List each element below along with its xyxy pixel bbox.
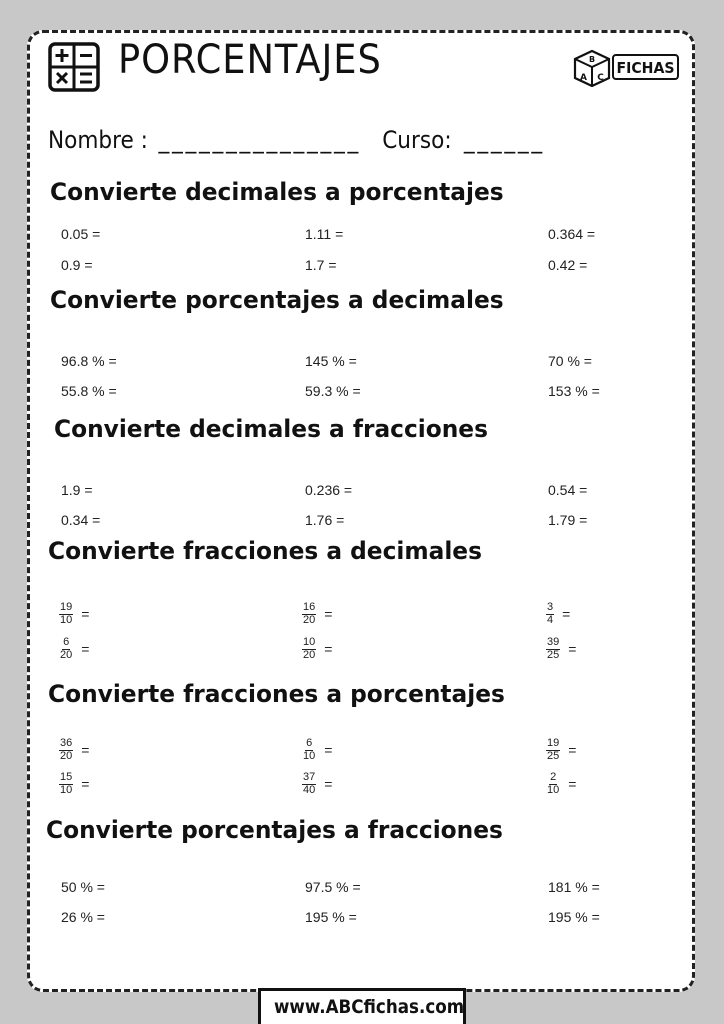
- fraction-exercise: [546, 602, 570, 626]
- exercise-item: 0.9 =: [61, 257, 93, 273]
- denominator: 20: [303, 648, 316, 661]
- numerator: 6: [63, 636, 70, 648]
- exercise-item: 0.05 =: [61, 226, 101, 242]
- exercise-item: 1.7 =: [305, 257, 337, 273]
- fraction-exercise: [59, 602, 89, 626]
- section-title: Convierte porcentajes a decimales: [50, 286, 504, 314]
- equals-sign: =: [324, 742, 333, 759]
- fraction: [302, 772, 316, 796]
- fraction: [302, 602, 316, 626]
- exercise-item: 0.34 =: [61, 512, 101, 528]
- denominator: 4: [547, 613, 554, 626]
- page-title: PORCENTAJES: [118, 37, 382, 83]
- exercise-item: 26 % =: [61, 909, 105, 925]
- exercise-item: 195 % =: [305, 909, 357, 925]
- section-title: Convierte decimales a porcentajes: [50, 178, 504, 206]
- numerator: 15: [60, 771, 73, 783]
- denominator: 25: [547, 749, 560, 762]
- denominator: 10: [303, 749, 316, 762]
- denominator: 10: [60, 613, 73, 626]
- logo-text: FICHAS: [616, 59, 675, 77]
- abcfichas-logo: [571, 45, 681, 87]
- equals-sign: =: [324, 641, 333, 658]
- section-title: Convierte porcentajes a fracciones: [46, 816, 503, 844]
- fraction-exercise: [59, 738, 89, 762]
- fraction-exercise: [302, 602, 332, 626]
- fraction: [546, 772, 560, 796]
- cube-letter: B: [588, 55, 596, 64]
- fraction-exercise: [546, 738, 576, 762]
- fraction: [546, 738, 560, 762]
- section-title: Convierte decimales a fracciones: [54, 415, 488, 443]
- exercise-item: 0.42 =: [548, 257, 588, 273]
- numerator: 37: [303, 771, 316, 783]
- denominator: 10: [60, 783, 73, 796]
- numerator: 3: [547, 601, 554, 613]
- exercise-item: 1.79 =: [548, 512, 588, 528]
- fraction: [59, 772, 73, 796]
- equals-sign: =: [568, 742, 577, 759]
- equals-sign: =: [562, 606, 571, 623]
- exercise-item: 50 % =: [61, 879, 105, 895]
- exercise-item: 181 % =: [548, 879, 600, 895]
- fraction: [302, 637, 316, 661]
- exercise-item: 195 % =: [548, 909, 600, 925]
- exercise-item: 1.9 =: [61, 482, 93, 498]
- fraction-exercise: [302, 738, 332, 762]
- section-title: Convierte fracciones a porcentajes: [48, 680, 505, 708]
- denominator: 40: [303, 783, 316, 796]
- course-label: Curso:: [382, 126, 452, 154]
- exercise-item: 0.54 =: [548, 482, 588, 498]
- numerator: 16: [303, 601, 316, 613]
- equals-sign: =: [81, 776, 90, 793]
- numerator: 19: [60, 601, 73, 613]
- fraction: [546, 602, 554, 626]
- course-blank[interactable]: ______: [463, 126, 545, 154]
- denominator: 10: [547, 783, 560, 796]
- exercise-item: 0.364 =: [548, 226, 596, 242]
- exercise-item: 153 % =: [548, 383, 600, 399]
- numerator: 19: [547, 737, 560, 749]
- exercise-item: 1.11 =: [305, 226, 344, 242]
- footer-url-box: [258, 988, 466, 1024]
- name-blank[interactable]: _______________: [158, 126, 361, 154]
- numerator: 39: [547, 636, 560, 648]
- section-title: Convierte fracciones a decimales: [48, 537, 482, 565]
- denominator: 25: [547, 648, 560, 661]
- fraction-exercise: [302, 772, 332, 796]
- cube-letter: C: [597, 73, 604, 83]
- fraction: [546, 637, 560, 661]
- exercise-item: 0.236 =: [305, 482, 353, 498]
- exercise-item: 70 % =: [548, 353, 592, 369]
- equals-sign: =: [324, 606, 333, 623]
- denominator: 20: [60, 648, 73, 661]
- exercise-item: 96.8 % =: [61, 353, 117, 369]
- fraction: [302, 738, 316, 762]
- fraction-exercise: [59, 772, 89, 796]
- numerator: 36: [60, 737, 73, 749]
- exercise-item: 59.3 % =: [305, 383, 361, 399]
- equals-sign: =: [568, 776, 577, 793]
- fraction-exercise: [546, 772, 576, 796]
- equals-sign: =: [81, 606, 90, 623]
- numerator: 2: [550, 771, 557, 783]
- numerator: 10: [303, 636, 316, 648]
- fraction-exercise: [302, 637, 332, 661]
- calculator-icon: [48, 42, 100, 92]
- exercise-item: 1.76 =: [305, 512, 345, 528]
- exercise-item: 145 % =: [305, 353, 357, 369]
- equals-sign: =: [81, 641, 90, 658]
- exercise-item: 97.5 % =: [305, 879, 361, 895]
- fraction-exercise: [59, 637, 89, 661]
- fraction: [59, 602, 73, 626]
- fraction: [59, 738, 73, 762]
- footer-url[interactable]: www.ABCfichas.com: [273, 996, 465, 1018]
- fraction-exercise: [546, 637, 576, 661]
- abc-cube-icon: [575, 51, 609, 86]
- name-label: Nombre :: [48, 126, 148, 154]
- denominator: 20: [303, 613, 316, 626]
- denominator: 20: [60, 749, 73, 762]
- name-course-row: [48, 126, 617, 160]
- equals-sign: =: [81, 742, 90, 759]
- cube-letter: A: [580, 73, 587, 83]
- numerator: 6: [306, 737, 313, 749]
- equals-sign: =: [324, 776, 333, 793]
- exercise-item: 55.8 % =: [61, 383, 117, 399]
- fraction: [59, 637, 73, 661]
- worksheet-page: [27, 30, 695, 992]
- equals-sign: =: [568, 641, 577, 658]
